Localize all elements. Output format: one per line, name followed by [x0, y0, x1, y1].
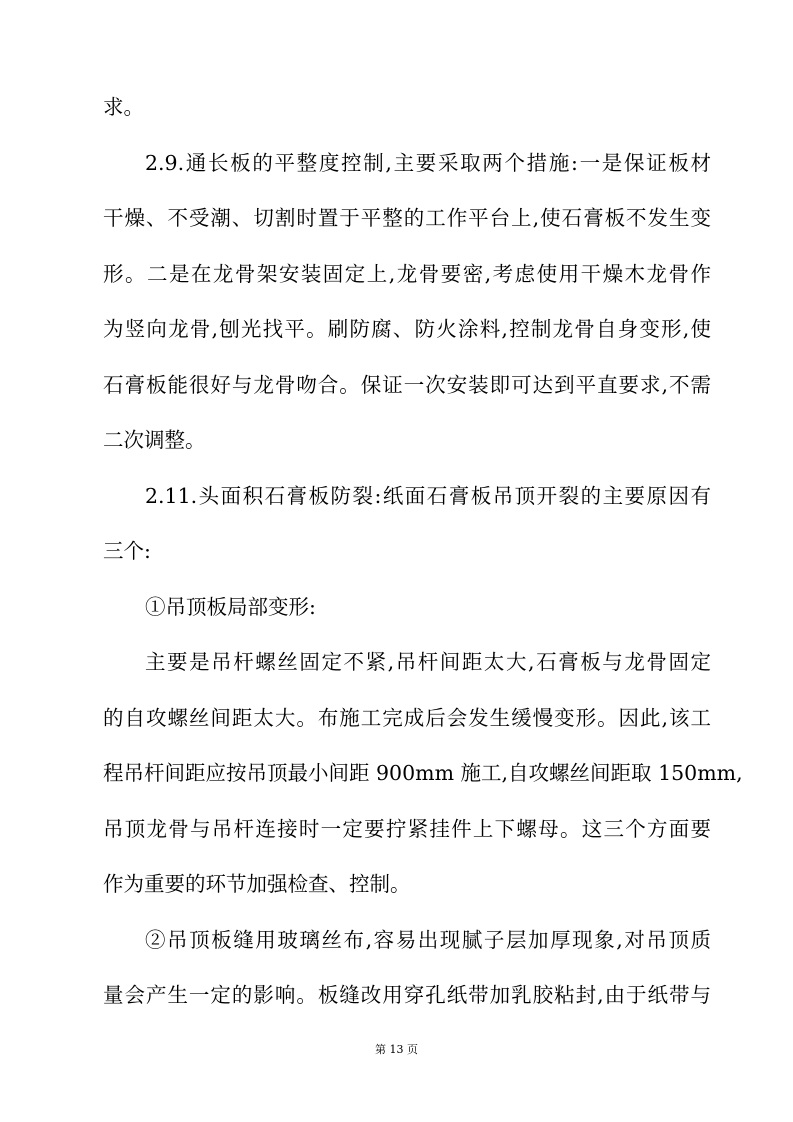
- text-line: ②吊顶板缝用玻璃丝布,容易出现腻子层加厚现象,对吊顶质: [145, 927, 711, 952]
- text-line: ①吊顶板局部变形:: [145, 594, 316, 619]
- text-line: 求。: [103, 95, 144, 119]
- body-text: [103, 80, 743, 1024]
- text-line: 吊顶龙骨与吊杆连接时一定要拧紧挂件上下螺母。这三个方面要: [103, 816, 711, 841]
- text-line: 量会产生一定的影响。板缝改用穿孔纸带加乳胶粘封,由于纸带与: [103, 983, 711, 1007]
- text-line: 作为重要的环节加强检查、控制。: [103, 872, 411, 896]
- text-line: 干燥、不受潮、切割时置于平整的工作平台上,使石膏板不发生变: [103, 206, 711, 230]
- text-line: 石膏板能很好与龙骨吻合。保证一次安装即可达到平直要求,不需: [103, 372, 711, 397]
- text-line: 主要是吊杆螺丝固定不紧,吊杆间距太大,石膏板与龙骨固定: [145, 650, 711, 674]
- text-line: 形。二是在龙骨架安装固定上,龙骨要密,考虑使用干燥木龙骨作: [103, 261, 711, 286]
- page-number: 第 13 页: [375, 1043, 418, 1056]
- text-line: 二次调整。: [103, 428, 206, 452]
- text-line: 程吊杆间距应按吊顶最小间距 900mm 施工,自攻螺丝间距取 150mm,: [103, 761, 743, 785]
- text-line: 的自攻螺丝间距太大。布施工完成后会发生缓慢变形。因此,该工: [103, 705, 711, 730]
- text-line: 为竖向龙骨,刨光找平。刷防腐、防火涂料,控制龙骨自身变形,使: [103, 317, 711, 341]
- text-line: 2.9.通长板的平整度控制,主要采取两个措施:一是保证板材: [145, 150, 711, 175]
- text-line: 2.11.头面积石膏板防裂:纸面石膏板吊顶开裂的主要原因有: [145, 483, 711, 508]
- text-line: 三个:: [103, 539, 151, 563]
